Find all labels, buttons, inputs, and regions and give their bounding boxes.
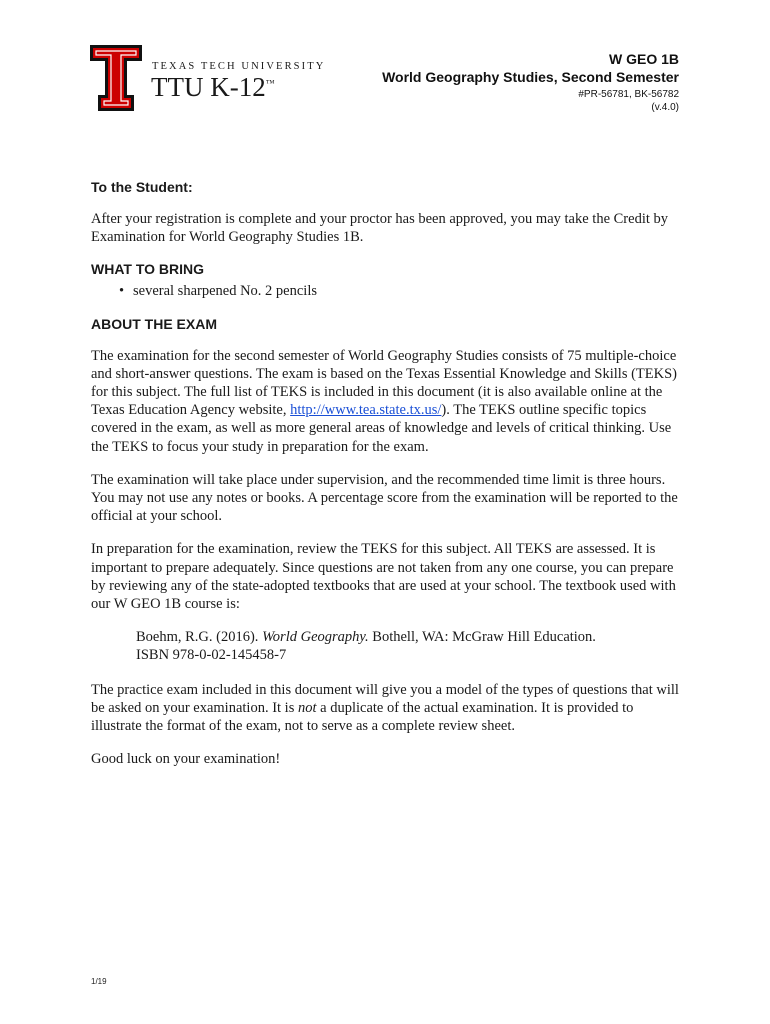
trademark-mark: ™ <box>265 78 275 88</box>
document-body <box>91 178 686 768</box>
heading-to-student: To the Student: <box>91 179 193 195</box>
course-version: (v.4.0) <box>651 102 679 113</box>
supervision-paragraph: The examination will take place under supervision, and the recommended time limit is three hours. You may not use any notes or books. A percentage score from the examination will be reported to the official at your school. <box>91 471 678 525</box>
good-luck-text: Good luck on your examination! <box>91 751 281 768</box>
page-number: 1/19 <box>91 977 107 986</box>
course-code: W GEO 1B <box>608 51 679 67</box>
reference-publisher: Bothell, WA: McGraw Hill Education. <box>368 629 596 646</box>
reference-citation <box>136 628 686 646</box>
intro-paragraph: After your registration is complete and your proctor has been approved, you may take the Credit by Examination for World Geography Studies 1B. <box>91 211 669 246</box>
course-title: World Geography Studies, Second Semester <box>382 69 679 85</box>
tea-website-link[interactable]: http://www.tea.state.tx.us/ <box>290 402 442 419</box>
reference-author: Boehm, R.G. (2016). <box>136 629 263 646</box>
textbook-reference <box>136 628 686 664</box>
exam-description-paragraph <box>91 347 686 456</box>
reference-isbn: ISBN 978-0-02-145458-7 <box>136 647 287 664</box>
brand-program-name <box>151 72 275 103</box>
brand-university-name: TEXAS TECH UNIVERSITY <box>152 61 326 72</box>
course-ids: #PR-56781, BK-56782 <box>578 89 679 100</box>
texas-tech-double-t-logo <box>90 45 142 111</box>
brand-main-text: TTU K-12 <box>151 72 266 102</box>
practice-exam-paragraph <box>91 681 686 736</box>
preparation-paragraph: In preparation for the examination, review the TEKS for this subject. All TEKS are assessed. It is important to prepare adequately. Since questions are not taken from any one course, you can prepare by reviewing any of the state-adopted textbooks that are used at your school. The textbook used with our W GEO 1B course is: <box>91 541 676 613</box>
course-info <box>382 50 679 114</box>
reference-title: World Geography. <box>262 629 369 646</box>
p4-emphasis-not: not <box>297 699 317 716</box>
bring-list-item: • several sharpened No. 2 pencils <box>119 282 686 300</box>
p1-text-before: The examination for the second semester of World Geography Studies consists of 75 multiple-choice and short-answer questions. The exam is based on the Texas Essential Knowledge and Skills (TEKS) for this subject. The full list of TEKS is included in this document (it is also available online at the Texas Education Agency website, <box>91 347 677 419</box>
bring-list <box>91 282 686 300</box>
p1-text-after: ). The TEKS outline specific topics covered in the exam, as well as more general areas of knowledge and levels of critical thinking. Use the TEKS to focus your study in preparation for the exam. <box>91 402 672 455</box>
p4-text-a: The practice exam included in this document will give you a model of the types of questions that will be asked on your examination. It is <box>91 681 679 716</box>
heading-what-to-bring: WHAT TO BRING <box>91 261 205 278</box>
p4-text-b: a duplicate of the actual examination. It is provided to illustrate the format of the exam, not to serve as a complete review sheet. <box>91 699 634 735</box>
heading-about-exam: ABOUT THE EXAM <box>91 315 217 332</box>
